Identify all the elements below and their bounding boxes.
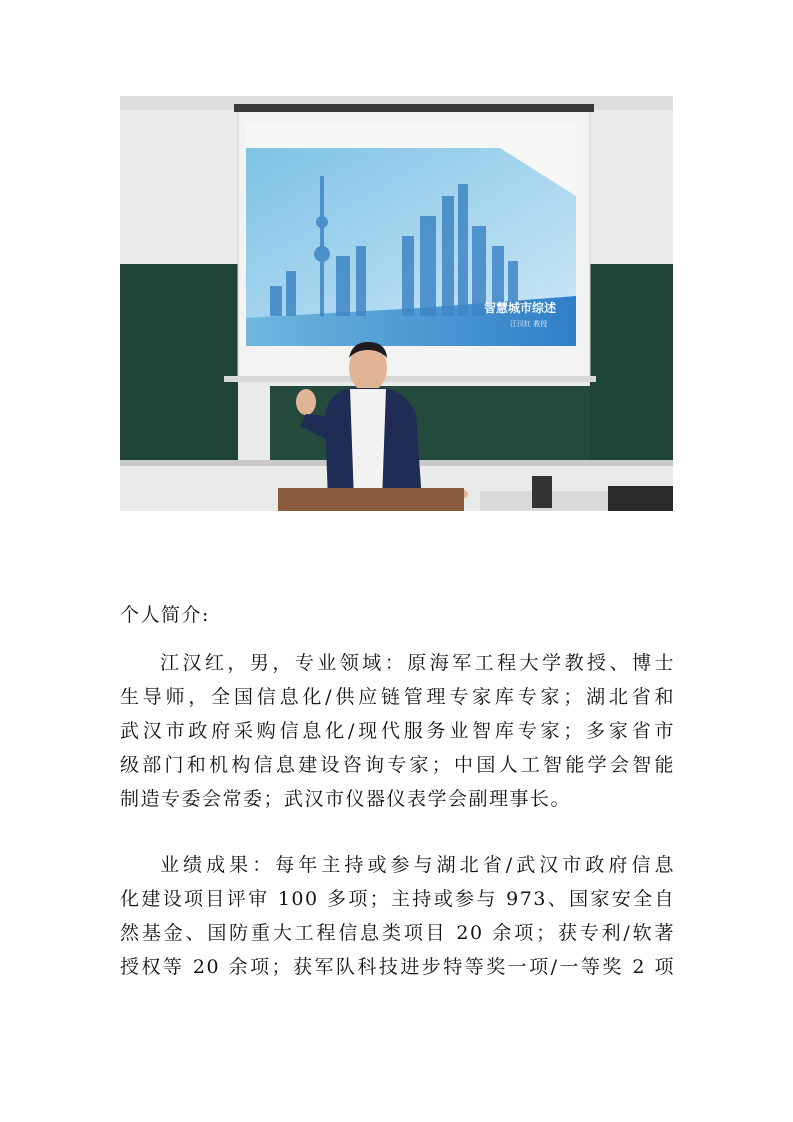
left-chalkboard: [120, 264, 238, 460]
paragraph-line: 制造专委会常委；武汉市仪器仪表学会副理事长。: [120, 788, 572, 810]
paragraph-line: 业绩成果：每年主持或参与湖北省/武汉市政府信息: [160, 854, 675, 876]
paragraph-line: 江汉红，男，专业领域：原海军工程大学教授、博士: [160, 652, 675, 674]
paragraph-line: 级部门和机构信息建设咨询专家；中国人工智能学会智能: [120, 754, 675, 776]
slide-title: 智慧城市综述: [484, 301, 557, 315]
paragraph-line: 授权等 20 余项；获军队科技进步特等奖一项/一等奖 2 项: [120, 956, 675, 978]
intro-paragraph-2: [120, 848, 675, 984]
paragraph-line: 生导师，全国信息化/供应链管理专家库专家；湖北省和: [120, 686, 675, 708]
presentation-slide: [246, 122, 576, 346]
slide-subtitle: 江汉红 教授: [510, 320, 548, 328]
paragraph-line: 化建设项目评审 100 多项；主持或参与 973、国家安全自: [120, 888, 675, 910]
paragraph-line: 武汉市政府采购信息化/现代服务业智库专家；多家省市: [120, 720, 675, 742]
right-chalkboard: [590, 264, 673, 460]
lecture-photo-illustration: [120, 96, 673, 511]
podium: [278, 488, 464, 511]
intro-paragraph-1: [120, 646, 675, 816]
intro-heading: 个人简介:: [120, 604, 210, 626]
paragraph-line: 然基金、国防重大工程信息类项目 20 余项；获专利/软著: [120, 922, 675, 944]
lecture-photo: [120, 96, 673, 511]
